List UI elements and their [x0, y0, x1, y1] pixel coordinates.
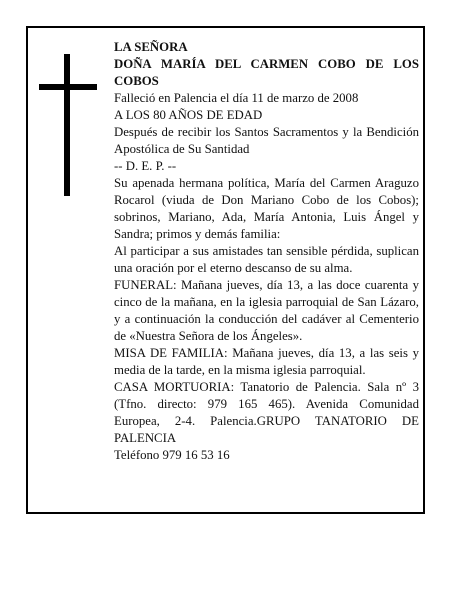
cross-icon — [64, 54, 70, 196]
rip-line: -- D. E. P. -- — [114, 159, 177, 173]
family-mass-info: MISA DE FAMILIA: Mañana jueves, día 13, a las seis y media de la tarde, en la misma iglesia parroquial. — [114, 346, 419, 377]
age-info: A LOS 80 AÑOS DE EDAD — [114, 108, 263, 122]
sacraments-info: Después de recibir los Santos Sacramentos y la Bendición Apostólica de Su Santidad — [114, 125, 419, 156]
mortuary-info: CASA MORTUORIA: Tanatorio de Palencia. Sala nº 3 (Tfno. directo: 979 165 465). Avenida Comunidad Europea, 2-4. Palencia.GRUPO TANATORIO DE PALENCIA — [114, 380, 419, 445]
deceased-name: DOÑA MARÍA DEL CARMEN COBO DE LOS COBOS — [114, 57, 419, 88]
prayer-request: Al participar a sus amistades tan sensible pérdida, suplican una oración por el eterno descanso de su alma. — [114, 244, 419, 275]
funeral-info: FUNERAL: Mañana jueves, día 13, a las doce cuarenta y cinco de la mañana, en la iglesia parroquial de San Lázaro, y a continuación la conducción del cadáver al Cementerio de «Nuestra Señora de los Ángeles». — [114, 278, 419, 343]
phone-info: Teléfono 979 16 53 16 — [114, 448, 230, 462]
obituary-text — [114, 39, 419, 464]
death-info: Falleció en Palencia el día 11 de marzo de 2008 — [114, 91, 359, 105]
family-info: Su apenada hermana política, María del Carmen Araguzo Rocarol (viuda de Don Mariano Cobo de los Cobos); sobrinos, Mariano, Ada, María Antonia, Luis Ángel y Sandra; primos y demás familia: — [114, 176, 419, 241]
cross-icon-bar — [39, 84, 97, 90]
heading: LA SEÑORA — [114, 40, 188, 54]
